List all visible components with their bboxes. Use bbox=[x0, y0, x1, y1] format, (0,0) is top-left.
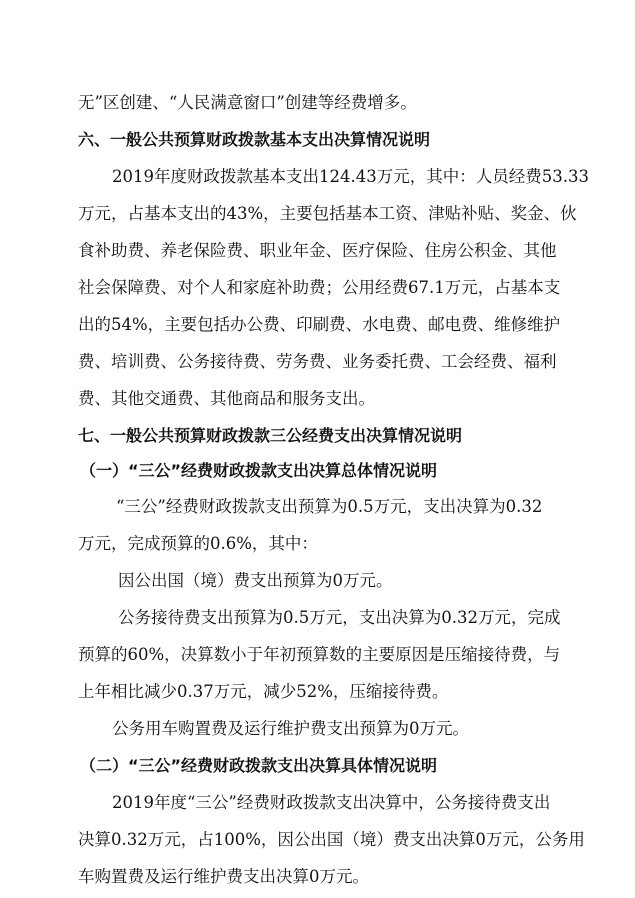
paragraph-basic-expenditure-line-5: 出的54%，主要包括办公费、印刷费、水电费、邮电费、维修维护 bbox=[78, 315, 561, 334]
paragraph-overall-line-2: 万元，完成预算的0.6%，其中： bbox=[78, 534, 318, 553]
paragraph-basic-expenditure-line-3: 食补助费、养老保险费、职业年金、医疗保险、住房公积金、其他 bbox=[78, 241, 557, 260]
subsection-heading-1: （一）“三公”经费财政拨款支出决算总体情况说明 bbox=[80, 461, 438, 480]
paragraph-basic-expenditure-line-6: 费、培训费、公务接待费、劳务费、业务委托费、工会经费、福利 bbox=[78, 352, 557, 371]
paragraph-reception-line-1: 公务接待费支出预算为0.5万元，支出决算为0.32万元，完成 bbox=[118, 608, 561, 627]
paragraph-basic-expenditure-line-7: 费、其他交通费、其他商品和服务支出。 bbox=[78, 389, 375, 408]
paragraph-continuation-line: 无”区创建、“人民满意窗口”创建等经费增多。 bbox=[78, 93, 417, 112]
section-heading-7: 七、一般公共预算财政拨款三公经费支出决算情况说明 bbox=[78, 426, 463, 445]
paragraph-abroad-expenditure: 因公出国（境）费支出预算为0万元。 bbox=[118, 571, 393, 590]
paragraph-basic-expenditure-line-2: 万元，占基本支出的43%，主要包括基本工资、津贴补贴、奖金、伙 bbox=[78, 204, 577, 223]
paragraph-detail-line-2: 决算0.32万元，占100%，因公出国（境）费支出决算0万元，公务用 bbox=[78, 830, 585, 849]
paragraph-overall-line-1: “三公”经费财政拨款支出预算为0.5万元，支出决算为0.32 bbox=[116, 497, 543, 516]
paragraph-detail-line-3: 车购置费及运行维护费支出决算0万元。 bbox=[78, 867, 369, 886]
paragraph-detail-line-1: 2019年度“三公”经费财政拨款支出决算中，公务接待费支出 bbox=[112, 793, 551, 812]
paragraph-reception-line-3: 上年相比减少0.37万元，减少52%，压缩接待费。 bbox=[78, 682, 449, 701]
section-heading-6: 六、一般公共预算财政拨款基本支出决算情况说明 bbox=[78, 130, 431, 149]
paragraph-basic-expenditure-line-1: 2019年度财政拨款基本支出124.43万元，其中：人员经费53.33 bbox=[112, 167, 589, 186]
paragraph-basic-expenditure-line-4: 社会保障费、对个人和家庭补助费；公用经费67.1万元，占基本支 bbox=[78, 278, 561, 297]
subsection-heading-2: （二）“三公”经费财政拨款支出决算具体情况说明 bbox=[80, 756, 438, 775]
paragraph-vehicle-expenditure: 公务用车购置费及运行维护费支出预算为0万元。 bbox=[112, 719, 469, 738]
paragraph-reception-line-2: 预算的60%，决算数小于年初预算数的主要原因是压缩接待费，与 bbox=[78, 645, 561, 664]
